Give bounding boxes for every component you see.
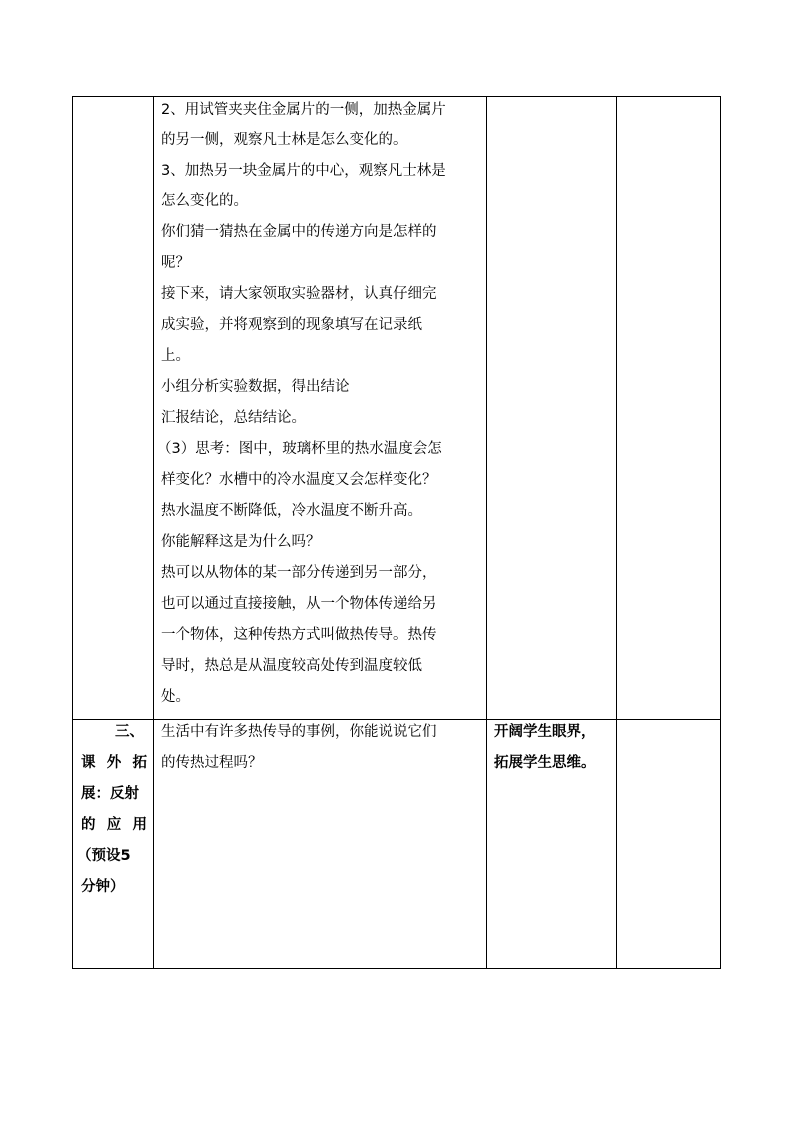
process-text-line: 热可以从物体的某一部分传递到另一部分， <box>161 565 437 581</box>
process-text-line: 一个物体，这种传热方式叫做热传导。热传 <box>161 627 437 643</box>
section-heading-line: （预设5 <box>77 848 131 864</box>
section-heading-line: 的 应 用 <box>81 817 147 833</box>
process-text-line: 也可以通过直接接触，从一个物体传递给另 <box>161 596 437 612</box>
column-divider <box>616 97 617 968</box>
process-text-line: 处。 <box>161 689 190 705</box>
process-text-line: 2、用试管夹夹住金属片的一侧，加热金属片 <box>161 102 446 118</box>
process-text-line: 导时，热总是从温度较高处传到温度较低 <box>161 658 422 674</box>
process-text-line: 小组分析实验数据，得出结论 <box>161 379 350 395</box>
process-text-line: 怎么变化的。 <box>161 193 248 209</box>
activity-text-line: 的传热过程吗？ <box>161 755 263 771</box>
section-heading-line: 分钟） <box>81 879 125 895</box>
process-text-line: 汇报结论，总结结论。 <box>161 410 306 426</box>
section-heading-line: 三、 <box>115 724 144 740</box>
process-text-line: 的另一侧，观察凡士林是怎么变化的。 <box>161 132 408 148</box>
section-heading-line: 课 外 拓 <box>81 755 147 771</box>
design-intent-line: 拓展学生思维。 <box>494 755 596 771</box>
process-text-line: 成实验，并将观察到的现象填写在记录纸 <box>161 317 422 333</box>
activity-text-line: 生活中有许多热传导的事例，你能说说它们 <box>161 724 437 740</box>
lesson-table <box>72 96 721 969</box>
process-text-line: （3）思考：图中，玻璃杯里的热水温度会怎 <box>157 441 442 457</box>
column-divider <box>153 97 154 968</box>
design-intent-line: 开阔学生眼界， <box>494 724 596 740</box>
process-text-line: 接下来，请大家领取实验器材，认真仔细完 <box>161 286 437 302</box>
process-text-line: 你能解释这是为什么吗？ <box>161 534 321 550</box>
process-text-line: 3、加热另一块金属片的中心，观察凡士林是 <box>161 163 446 179</box>
process-text-line: 你们猜一猜热在金属中的传递方向是怎样的 <box>161 224 437 240</box>
process-text-line: 呢？ <box>161 255 190 271</box>
column-divider <box>486 97 487 968</box>
section-heading-line: 展：反射 <box>81 786 139 802</box>
row-divider <box>73 719 720 720</box>
process-text-line: 上。 <box>161 348 190 364</box>
process-text-line: 热水温度不断降低，冷水温度不断升高。 <box>161 503 422 519</box>
process-text-line: 样变化？水槽中的冷水温度又会怎样变化？ <box>161 472 437 488</box>
